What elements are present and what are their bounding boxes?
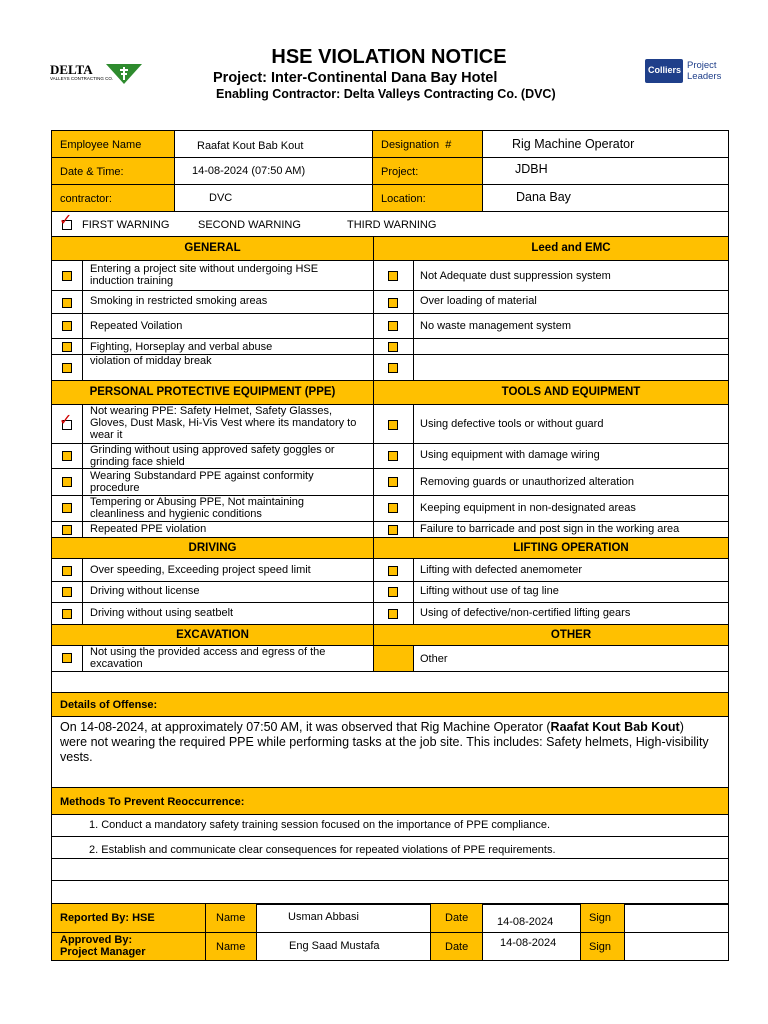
offense-text-pre: On 14-08-2024, at approximately 07:50 AM, it was observed that Rig Machine Operator (: [60, 720, 551, 734]
ppe-checkbox[interactable]: [62, 451, 72, 461]
lifting-checkbox[interactable]: [388, 609, 398, 619]
reported-name: Usman Abbasi: [288, 911, 359, 923]
tools-checkbox[interactable]: [388, 477, 398, 487]
designation-label: Designation #: [381, 139, 452, 151]
method-item: 1. Conduct a mandatory safety training session focused on the importance of PPE compliance.: [89, 819, 551, 831]
general-checkbox[interactable]: [62, 363, 72, 373]
leed-item: No waste management system: [420, 320, 572, 332]
offense-text-post: ) were not wearing the required PPE while performing tasks at the job site. This includes: Safety helmets, High-visibility vests.: [60, 720, 709, 764]
divider: [174, 131, 175, 211]
row-line: [52, 521, 728, 522]
location-value: Dana Bay: [516, 190, 571, 204]
colliers-logo-name: Colliers: [648, 65, 682, 75]
first-warning-label: FIRST WARNING: [82, 219, 170, 231]
leed-checkbox[interactable]: [388, 271, 398, 281]
row-line: [52, 836, 728, 837]
other-gold-cell: [374, 646, 413, 671]
designation-value: Rig Machine Operator: [512, 137, 635, 151]
driving-checkbox[interactable]: [62, 566, 72, 576]
general-checkbox[interactable]: [62, 271, 72, 281]
leed-checkbox[interactable]: [388, 363, 398, 373]
ppe-item: Not wearing PPE: Safety Helmet, Safety Glasses, Gloves, Dust Mask, Hi-Vis Vest where its mandatory to wear it: [90, 405, 357, 441]
section-ppe: PERSONAL PROTECTIVE EQUIPMENT (PPE): [89, 386, 336, 398]
row-line: [52, 290, 728, 291]
name-label: Name: [216, 912, 246, 924]
contractor-value: DVC: [209, 192, 233, 204]
excavation-checkbox[interactable]: [62, 653, 72, 663]
row-line: [52, 932, 728, 933]
second-warning-label: SECOND WARNING: [198, 219, 301, 231]
ppe-item: Repeated PPE violation: [90, 523, 207, 535]
check-mark-icon: ✓: [59, 412, 73, 429]
driving-checkbox[interactable]: [62, 587, 72, 597]
lifting-checkbox[interactable]: [388, 587, 398, 597]
section-leed: Leed and EMC: [531, 242, 611, 254]
general-item: Fighting, Horseplay and verbal abuse: [90, 341, 273, 353]
methods-label: Methods To Prevent Reoccurrence:: [60, 796, 245, 808]
grid-divider: [413, 261, 414, 671]
excavation-item: Not using the provided access and egress of the excavation: [90, 646, 326, 670]
row-line: [52, 468, 728, 469]
row-line: [52, 858, 728, 859]
driving-item: Driving without license: [90, 585, 200, 597]
tools-checkbox[interactable]: [388, 420, 398, 430]
date-label: Date & Time:: [60, 166, 124, 178]
project-value: JDBH: [515, 162, 548, 176]
tools-checkbox[interactable]: [388, 525, 398, 535]
grid-divider: [82, 404, 83, 538]
section-driving: DRIVING: [188, 542, 237, 554]
leed-checkbox[interactable]: [388, 321, 398, 331]
lifting-item: Lifting without use of tag line: [420, 585, 559, 597]
grid-divider: [82, 646, 83, 671]
tools-item: Keeping equipment in non-designated areas: [420, 502, 636, 514]
approved-name: Eng Saad Mustafa: [289, 940, 380, 952]
ppe-checkbox[interactable]: [62, 477, 72, 487]
tools-checkbox[interactable]: [388, 451, 398, 461]
general-item: violation of midday break: [90, 355, 212, 367]
offense-label: Details of Offense:: [60, 699, 158, 711]
section-other: OTHER: [550, 629, 592, 641]
tools-checkbox[interactable]: [388, 503, 398, 513]
row-line: [52, 602, 728, 603]
ppe-item: Tempering or Abusing PPE, Not maintaining cleanliness and hygienic conditions: [90, 496, 305, 520]
row-line: [52, 880, 728, 881]
delta-logo-sub: VALLEYS CONTRACTING CO.: [50, 76, 114, 81]
row-line: [52, 313, 728, 314]
sign-label: Sign: [589, 912, 612, 924]
row-line: [52, 338, 728, 339]
method-item: 2. Establish and communicate clear consequences for repeated violations of PPE requirements.: [89, 844, 556, 856]
delta-logo-name: DELTA: [50, 62, 93, 77]
reported-by-label: Reported By: HSE: [60, 912, 155, 924]
tools-item: Using equipment with damage wiring: [420, 449, 600, 461]
location-label: Location:: [381, 193, 426, 205]
employee-label: Employee Name: [60, 139, 142, 151]
section-lifting: LIFTING OPERATION: [513, 542, 629, 554]
offense-text: [60, 720, 710, 765]
leed-checkbox[interactable]: [388, 342, 398, 352]
page-title: HSE VIOLATION NOTICE: [271, 46, 507, 68]
date-label: Date: [445, 912, 469, 924]
ppe-checkbox[interactable]: [62, 525, 72, 535]
tools-item: Using defective tools or without guard: [420, 418, 604, 430]
approved-by-label: Approved By:: [60, 934, 133, 946]
other-item: Other: [420, 653, 448, 665]
leed-item: Over loading of material: [420, 295, 537, 307]
date-label: Date: [445, 941, 469, 953]
general-checkbox[interactable]: [62, 342, 72, 352]
section-excavation: EXCAVATION: [176, 629, 249, 641]
driving-item: Driving without using seatbelt: [90, 607, 234, 619]
row-line: [52, 581, 728, 582]
divider: [372, 131, 373, 211]
general-checkbox[interactable]: [62, 321, 72, 331]
ppe-item: Wearing Substandard PPE against conformity procedure: [90, 470, 314, 494]
row-line: [52, 671, 728, 672]
colliers-logo-line1: Project: [687, 60, 717, 71]
section-general: GENERAL: [184, 242, 241, 254]
divider: [52, 184, 728, 185]
name-label: Name: [216, 941, 246, 953]
reported-date: 14-08-2024: [497, 916, 554, 928]
tools-item: Failure to barricade and post sign in the working area: [420, 523, 680, 535]
date-value: 14-08-2024 (07:50 AM): [192, 165, 306, 177]
driving-checkbox[interactable]: [62, 609, 72, 619]
contractor-label: contractor:: [60, 193, 112, 205]
contractor-title: Enabling Contractor: Delta Valleys Contracting Co. (DVC): [216, 87, 556, 101]
general-checkbox[interactable]: [62, 298, 72, 308]
lifting-item: Using of defective/non-certified lifting gears: [420, 607, 631, 619]
ppe-item: Grinding without using approved safety goggles or grinding face shield: [90, 444, 335, 468]
grid-divider: [373, 237, 374, 671]
lifting-item: Lifting with defected anemometer: [420, 564, 583, 576]
ppe-checkbox[interactable]: [62, 503, 72, 513]
grid-divider: [82, 261, 83, 385]
approved-date: 14-08-2024: [500, 937, 557, 949]
third-warning-label: THIRD WARNING: [347, 219, 437, 231]
project-label: Project:: [381, 166, 419, 178]
section-tools: TOOLS AND EQUIPMENT: [501, 386, 641, 398]
employee-value: Raafat Kout Bab Kout: [197, 140, 304, 152]
check-mark-icon: ✓: [59, 212, 73, 229]
divider: [52, 157, 728, 158]
colliers-logo: [645, 59, 720, 85]
colliers-logo-line2: Leaders: [687, 71, 722, 82]
driving-item: Over speeding, Exceeding project speed limit: [90, 564, 311, 576]
general-item: Smoking in restricted smoking areas: [90, 295, 268, 307]
approved-by-role: Project Manager: [60, 946, 146, 958]
leed-checkbox[interactable]: [388, 298, 398, 308]
grid-divider: [82, 559, 83, 625]
offense-employee-name: Raafat Kout Bab Kout: [550, 720, 680, 734]
tools-item: Removing guards or unauthorized alteration: [420, 476, 635, 488]
project-title: Project: Inter-Continental Dana Bay Hotel: [213, 70, 498, 86]
general-item: Entering a project site without undergoing HSE induction training: [90, 263, 319, 287]
general-item: Repeated Voilation: [90, 320, 183, 332]
sign-label: Sign: [589, 941, 612, 953]
leed-item: Not Adequate dust suppression system: [420, 270, 611, 282]
divider: [482, 131, 483, 211]
lifting-checkbox[interactable]: [388, 566, 398, 576]
